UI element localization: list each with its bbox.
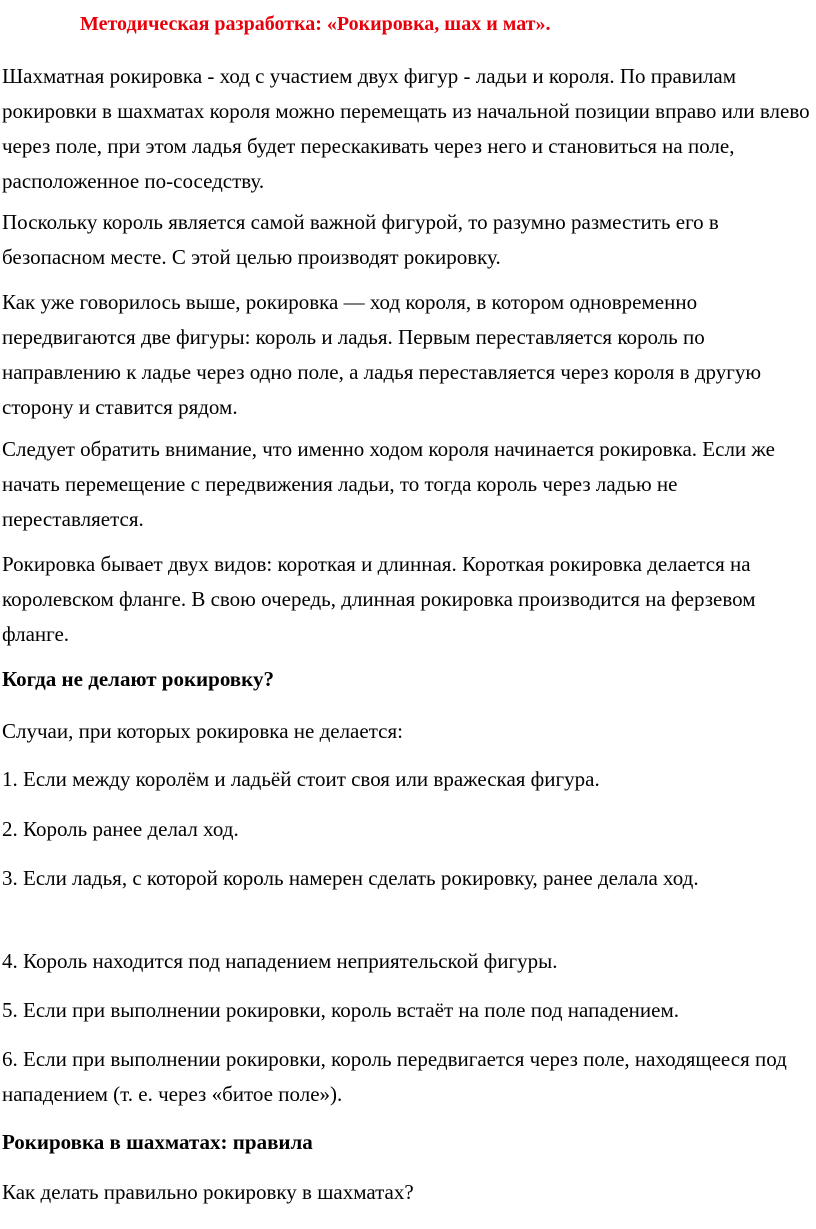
list-item: 3. Если ладья, с которой король намерен сделать рокировку, ранее делала ход. xyxy=(2,866,699,890)
list-item: 2. Король ранее делал ход. xyxy=(2,817,239,841)
heading-castling-rules: Рокировка в шахматах: правила xyxy=(2,1130,313,1154)
list-item: 5. Если при выполнении рокировки, король встаёт на поле под нападением. xyxy=(2,998,679,1022)
paragraph-castling-types: Рокировка бывает двух видов: короткая и длинная. Короткая рокировка делается на королевском фланге. В свою очередь, длинная рокировка производится на ферзевом фланге. xyxy=(2,552,756,646)
paragraph-how-to-castle: Как делать правильно рокировку в шахматах? xyxy=(2,1180,414,1204)
list-item: 1. Если между королём и ладьёй стоит своя или вражеская фигура. xyxy=(2,767,600,791)
paragraph-king-safety: Поскольку король является самой важной фигурой, то разумно разместить его в безопасном месте. С этой целью производят рокировку. xyxy=(2,210,719,269)
paragraph-castling-definition: Шахматная рокировка - ход с участием двух фигур - ладьи и короля. По правилам рокировки в шахматах короля можно перемещать из начальной позиции вправо или влево через поле, при этом ладья будет перескакивать через него и становиться на поле, расположенное по-соседству. xyxy=(2,64,810,193)
heading-when-not-castle: Когда не делают рокировку? xyxy=(2,667,274,691)
list-item: 4. Король находится под нападением неприятельской фигуры. xyxy=(2,949,558,973)
list-item: 6. Если при выполнении рокировки, король передвигается через поле, находящееся под нападением (т. е. через «битое поле»). xyxy=(2,1047,787,1106)
paragraph-king-first: Следует обратить внимание, что именно ходом короля начинается рокировка. Если же начать перемещение с передвижения ладьи, то тогда король через ладью не переставляется. xyxy=(2,437,775,531)
document-title: Методическая разработка: «Рокировка, шах и мат». xyxy=(80,13,551,35)
paragraph-castling-move: Как уже говорилось выше, рокировка — ход короля, в котором одновременно передвигаются две фигуры: король и ладья. Первым переставляется король по направлению к ладье через одно поле, а ладья переставляется через короля в другую сторону и ставится рядом. xyxy=(2,290,762,419)
list-intro: Случаи, при которых рокировка не делается: xyxy=(2,719,403,743)
